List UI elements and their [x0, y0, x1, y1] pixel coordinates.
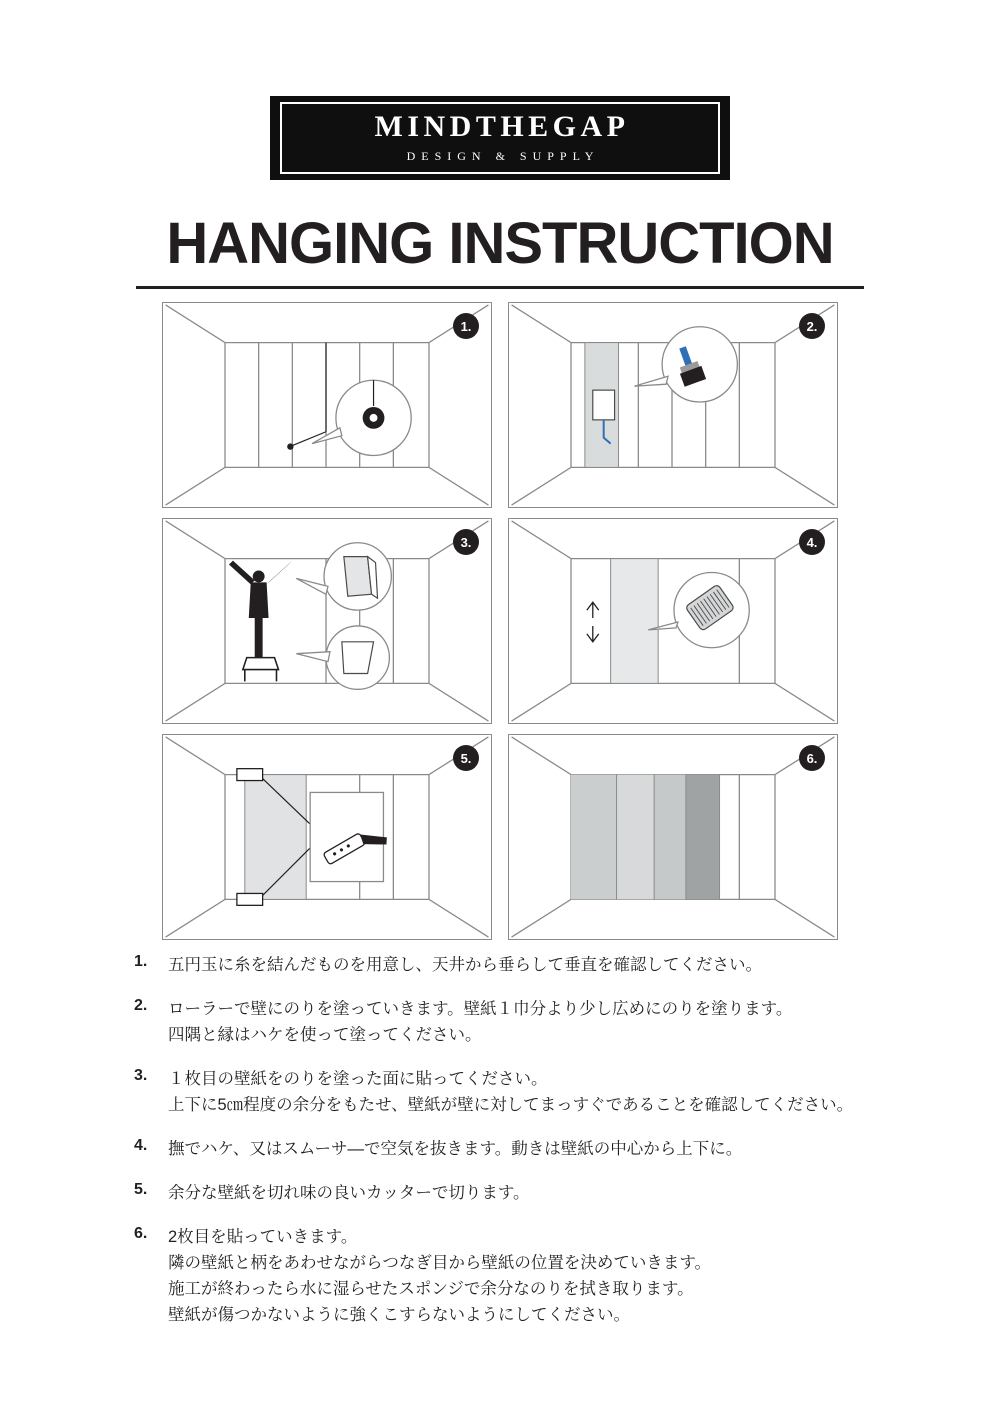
instruction-number-2: 2.: [134, 997, 148, 1014]
step-badge-5: 5.: [453, 745, 479, 771]
instruction-number-5: 5.: [134, 1181, 148, 1198]
step-illustration-5: [162, 734, 492, 940]
step-illustration-1: [162, 302, 492, 508]
step-illustration-6: [508, 734, 838, 940]
instruction-text-1: [168, 952, 924, 978]
brand-tagline: DESIGN & SUPPLY: [406, 149, 600, 163]
instruction-line: ローラーで壁にのりを塗っていきます。壁紙１巾分より少し広めにのりを塗ります。: [168, 1000, 793, 1018]
instruction-text-5: [168, 1180, 924, 1206]
brand-name: MINDTHEGAP: [374, 110, 630, 143]
instruction-line: 壁紙が傷つかないように強くこすらないようにしてください。: [168, 1306, 630, 1324]
instruction-number-3: 3.: [134, 1067, 148, 1084]
step-illustration-3: [162, 518, 492, 724]
instruction-line: 隣の壁紙と柄をあわせながらつなぎ目から壁紙の位置を決めていきます。: [168, 1254, 712, 1272]
instruction-item-6: [134, 1224, 924, 1328]
instruction-item-1: [134, 952, 924, 978]
instruction-text-2: [168, 996, 924, 1048]
step-badge-1: 1.: [453, 313, 479, 339]
instruction-line: 余分な壁紙を切れ味の良いカッターで切ります。: [168, 1184, 530, 1202]
step-illustration-4: [508, 518, 838, 724]
brand-logo: [270, 96, 730, 180]
instruction-item-4: [134, 1136, 924, 1162]
instruction-text-4: [168, 1136, 924, 1162]
instruction-number-4: 4.: [134, 1137, 148, 1154]
instruction-item-3: [134, 1066, 924, 1118]
instruction-line: 四隅と縁はハケを使って塗ってください。: [168, 1026, 482, 1044]
instruction-line: 五円玉に糸を結んだものを用意し、天井から垂らして垂直を確認してください。: [168, 956, 762, 974]
step-badge-2: 2.: [799, 313, 825, 339]
step-illustration-2: [508, 302, 838, 508]
instruction-item-5: [134, 1180, 924, 1206]
instruction-number-1: 1.: [134, 953, 148, 970]
page-title: HANGING INSTRUCTION: [166, 211, 834, 276]
instruction-line: 2枚目を貼っていきます。: [168, 1228, 358, 1246]
step-badge-6: 6.: [799, 745, 825, 771]
instruction-line: 上下に5㎝程度の余分をもたせ、壁紙が壁に対してまっすぐであることを確認してください。: [168, 1096, 854, 1114]
brand-logo-frame: [280, 102, 720, 174]
instruction-item-2: [134, 996, 924, 1048]
instruction-line: 撫でハケ、又はスムーサ―で空気を抜きます。動きは壁紙の中心から上下に。: [168, 1140, 743, 1158]
instruction-line: 施工が終わったら水に湿らせたスポンジで余分なのりを拭き取ります。: [168, 1280, 694, 1298]
title-divider: [136, 286, 864, 289]
steps-grid: [162, 302, 838, 940]
step-badge-4: 4.: [799, 529, 825, 555]
step-badge-3: 3.: [453, 529, 479, 555]
instruction-number-6: 6.: [134, 1225, 148, 1242]
instruction-line: １枚目の壁紙をのりを塗った面に貼ってください。: [168, 1070, 548, 1088]
instruction-text-3: [168, 1066, 924, 1118]
instructions-list: [134, 952, 924, 1346]
instruction-text-6: [168, 1224, 924, 1328]
